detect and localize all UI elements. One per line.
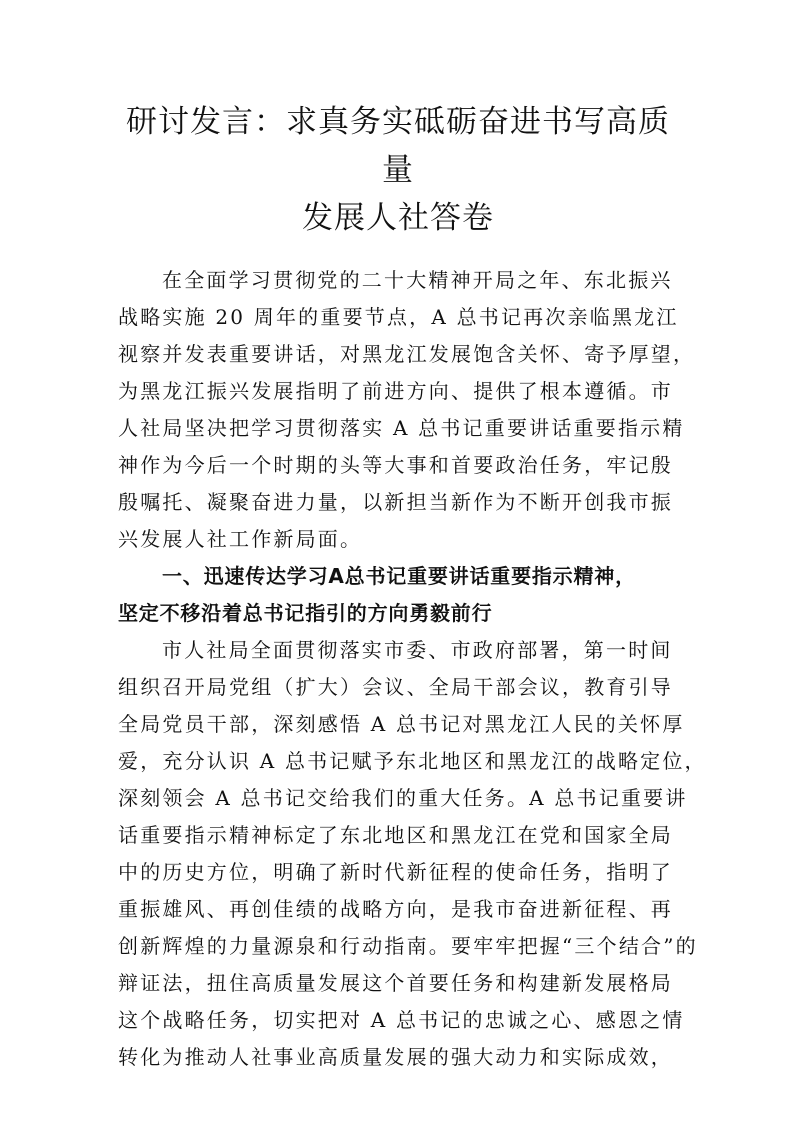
intro-paragraph <box>118 262 696 558</box>
paragraph-line: 全局党员干部，深刻感悟 A 总书记对黑龙江人民的关怀厚 <box>118 712 685 736</box>
heading-line: 坚定不移沿着总书记指引的方向勇毅前行 <box>118 601 493 625</box>
section-body-paragraph <box>118 632 707 1076</box>
paragraph-line: 辩证法，扭住高质量发展这个首要任务和构建新发展格局 <box>118 971 673 995</box>
paragraph-line: 这个战略任务，切实把对 A 总书记的忠诚之心、感恩之情 <box>118 1008 685 1032</box>
paragraph-line: 殷嘱托、凝聚奋进力量，以新担当新作为不断开创我市振 <box>118 490 673 514</box>
paragraph-line: 市人社局全面贯彻落实市委、市政府部署，第一时间 <box>162 638 673 662</box>
paragraph-line: 话重要指示精神标定了东北地区和黑龙江在党和国家全局 <box>118 823 673 847</box>
paragraph-line: 组织召开局党组（扩大）会议、全局干部会议，教育引导 <box>118 675 673 699</box>
paragraph-line: 深刻领会 A 总书记交给我们的重大任务。A 总书记重要讲 <box>118 786 688 810</box>
paragraph-line: 重振雄风、再创佳绩的战略方向，是我市奋进新征程、再 <box>118 897 673 921</box>
title-line: 发展人社答卷 <box>302 200 494 236</box>
paragraph-line: 神作为今后一个时期的头等大事和首要政治任务，牢记殷 <box>118 453 673 477</box>
paragraph-line: 兴发展人社工作新局面。 <box>118 527 363 551</box>
title-line: 研讨发言：求真务实砥砺奋进书写高质量 <box>126 104 670 188</box>
paragraph-line: 战略实施 20 周年的重要节点，A 总书记再次亲临黑龙江 <box>118 305 679 329</box>
paragraph-line: 人社局坚决把学习贯彻落实 A 总书记重要讲话重要指示精 <box>118 416 685 440</box>
paragraph-line: 为黑龙江振兴发展指明了前进方向、提供了根本遵循。市 <box>118 379 673 403</box>
document-page <box>118 98 707 1076</box>
paragraph-line: 在全面学习贯彻党的二十大精神开局之年、东北振兴 <box>162 268 673 292</box>
heading-line: 一、迅速传达学习A总书记重要讲话重要指示精神， <box>162 564 636 588</box>
section-heading <box>118 558 678 632</box>
paragraph-line: 转化为推动人社事业高质量发展的强大动力和实际成效， <box>118 1045 673 1069</box>
document-title <box>118 98 678 242</box>
paragraph-line: 创新辉煌的力量源泉和行动指南。要牢牢把握“三个结合”的 <box>118 934 698 958</box>
paragraph-line: 中的历史方位，明确了新时代新征程的使命任务，指明了 <box>118 860 673 884</box>
paragraph-line: 视察并发表重要讲话，对黑龙江发展饱含关怀、寄予厚望， <box>118 342 696 366</box>
paragraph-line: 爱，充分认识 A 总书记赋予东北地区和黑龙江的战略定位， <box>118 749 707 773</box>
